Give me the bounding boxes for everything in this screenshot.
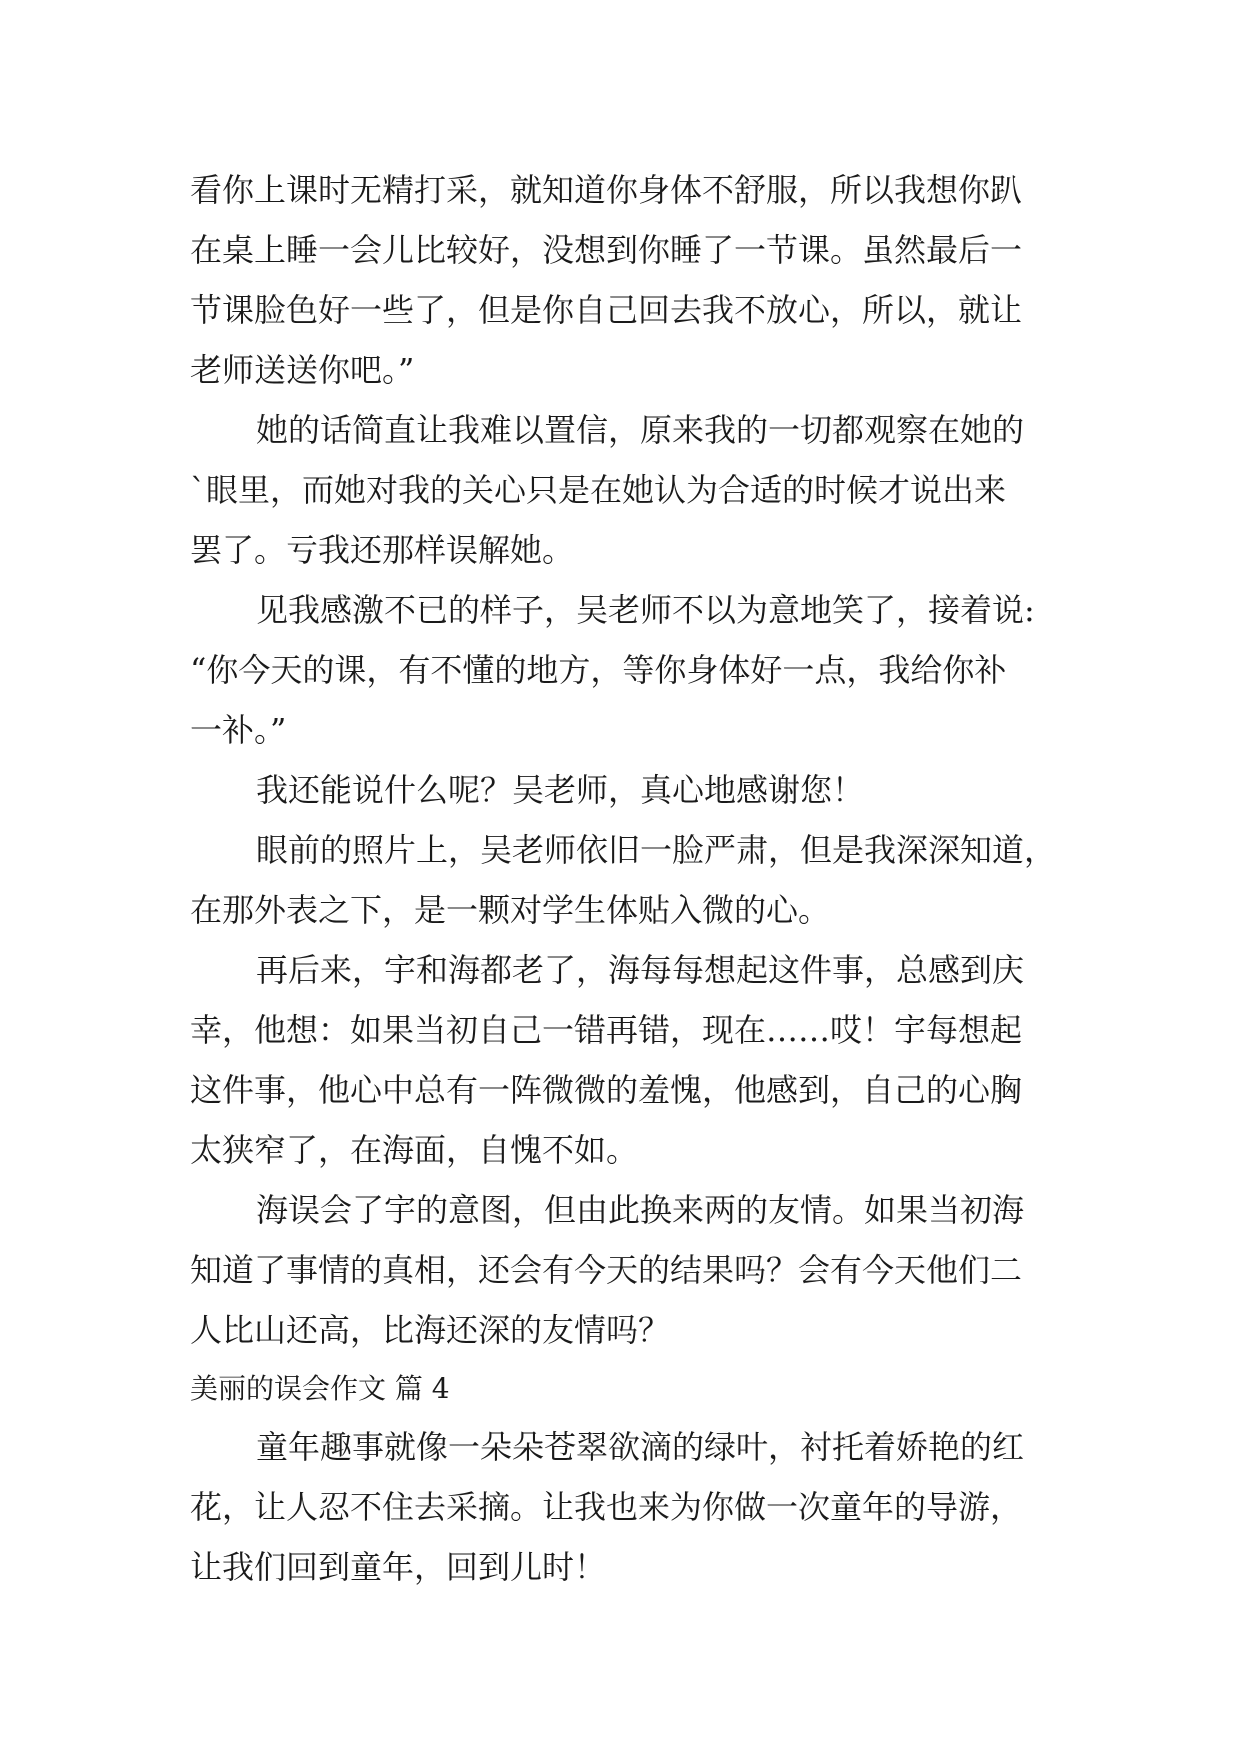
text-line: 花，让人忍不住去采摘。让我也来为你做一次童年的导游， xyxy=(190,1488,1023,1526)
text-line: 幸，他想：如果当初自己一错再错，现在……哎！宇每想起 xyxy=(190,1011,1023,1049)
text-line: 在桌上睡一会儿比较好，没想到你睡了一节课。虽然最后一 xyxy=(190,231,1023,269)
section-heading: 美丽的误会作文 篇 4 xyxy=(190,1372,450,1405)
document-body xyxy=(190,160,1057,1597)
text-line: 罢了。亏我还那样误解她。 xyxy=(190,531,575,569)
text-line: 看你上课时无精打采，就知道你身体不舒服，所以我想你趴 xyxy=(190,171,1023,209)
text-line: 老师送送你吧。” xyxy=(190,351,415,389)
text-line: “你今天的课，有不懂的地方，等你身体好一点，我给你补 xyxy=(190,651,1007,689)
paragraph-first-line: 眼前的照片上，吴老师依旧一脸严肃，但是我深深知道， xyxy=(256,831,1057,869)
paragraph-first-line: 再后来，宇和海都老了，海每每想起这件事，总感到庆 xyxy=(256,951,1025,989)
paragraph-first-line: 海误会了宇的意图，但由此换来两的友情。如果当初海 xyxy=(256,1191,1025,1229)
text-line: 这件事，他心中总有一阵微微的羞愧，他感到，自己的心胸 xyxy=(190,1071,1023,1109)
paragraph-first-line: 见我感激不已的样子，吴老师不以为意地笑了，接着说: xyxy=(256,591,1035,629)
text-line: 让我们回到童年，回到儿时！ xyxy=(190,1548,607,1586)
text-line: 在那外表之下，是一颗对学生体贴入微的心。 xyxy=(190,891,831,929)
paragraph-first-line: 我还能说什么呢？吴老师，真心地感谢您！ xyxy=(256,771,865,809)
text-line: 知道了事情的真相，还会有今天的结果吗？会有今天他们二 xyxy=(190,1251,1023,1289)
text-line: 节课脸色好一些了，但是你自己回去我不放心，所以，就让 xyxy=(190,291,1023,329)
text-line: `眼里，而她对我的关心只是在她认为合适的时候才说出来 xyxy=(190,471,1007,509)
text-line: 太狭窄了，在海面，自愧不如。 xyxy=(190,1131,639,1169)
paragraph-first-line: 她的话简直让我难以置信，原来我的一切都观察在她的 xyxy=(256,411,1025,449)
text-line: 人比山还高，比海还深的友情吗？ xyxy=(190,1311,671,1349)
text-line: 一补。” xyxy=(190,711,287,749)
paragraph-first-line: 童年趣事就像一朵朵苍翠欲滴的绿叶，衬托着娇艳的红 xyxy=(256,1428,1025,1466)
